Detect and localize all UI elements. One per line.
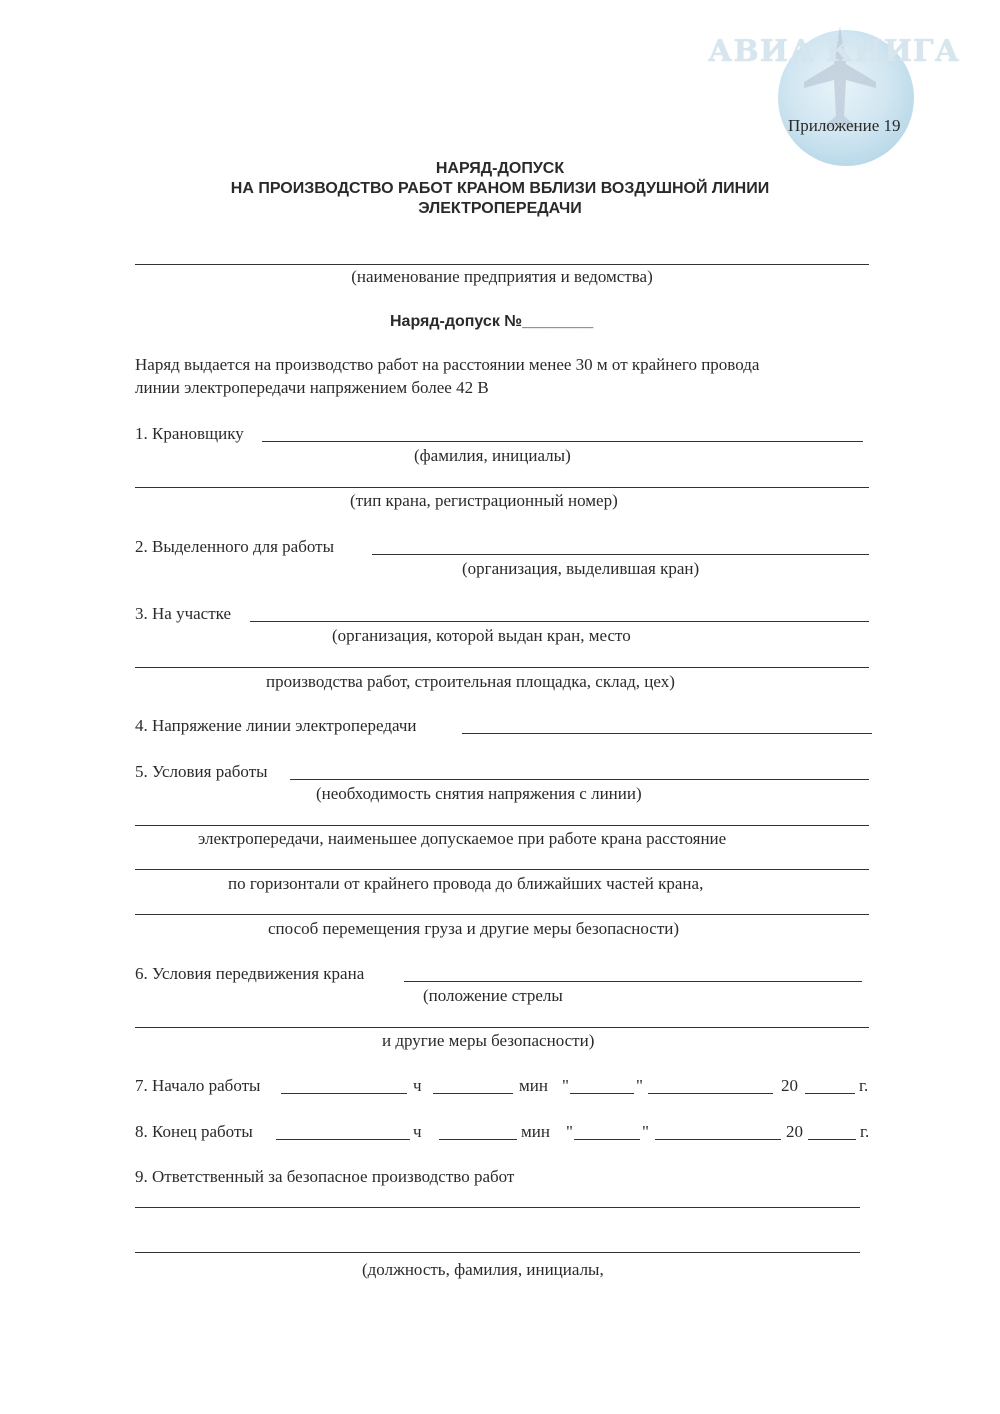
start-year-field[interactable]	[805, 1093, 855, 1094]
line-voltage-field[interactable]	[462, 733, 872, 734]
item-8-open-quote: "	[566, 1122, 573, 1141]
item-6-label: 6. Условия передвижения крана	[135, 964, 365, 983]
item-8-hour-unit: ч	[413, 1122, 422, 1141]
watermark-logo: АВИА КНИГА	[707, 34, 961, 69]
item-7-label: 7. Начало работы	[135, 1076, 261, 1095]
work-conditions-field-4[interactable]	[135, 914, 869, 915]
enterprise-caption: (наименование предприятия и ведомства)	[351, 267, 653, 286]
item-3-label: 3. На участке	[135, 604, 232, 623]
allocated-org-field[interactable]	[372, 554, 869, 555]
work-conditions-field[interactable]	[290, 779, 869, 780]
start-month-field[interactable]	[648, 1093, 773, 1094]
end-minute-field[interactable]	[439, 1139, 517, 1140]
work-conditions-field-2[interactable]	[135, 825, 869, 826]
work-conditions-field-3[interactable]	[135, 869, 869, 870]
start-hour-field[interactable]	[281, 1093, 407, 1094]
permit-number: Наряд-допуск №________	[390, 313, 594, 330]
crane-operator-field[interactable]	[262, 441, 863, 442]
site-field[interactable]	[250, 621, 869, 622]
end-day-field[interactable]	[574, 1139, 640, 1140]
item-3-caption-1: (организация, которой выдан кран, место	[332, 626, 631, 645]
item-7-close-quote: "	[636, 1076, 643, 1095]
end-year-field[interactable]	[808, 1139, 856, 1140]
intro-line-2: линии электропередачи напряжением более 42 В	[135, 378, 489, 397]
end-hour-field[interactable]	[276, 1139, 410, 1140]
item-7-open-quote: "	[562, 1076, 569, 1095]
item-8-label: 8. Конец работы	[135, 1122, 253, 1141]
item-2-label: 2. Выделенного для работы	[135, 537, 335, 556]
item-7-year-suffix: г.	[859, 1076, 869, 1095]
item-3-caption-2: производства работ, строительная площадка, склад, цех)	[266, 672, 675, 691]
item-2-caption: (организация, выделившая кран)	[462, 559, 700, 578]
item-9-label: 9. Ответственный за безопасное производство работ	[135, 1167, 515, 1186]
item-4-label: 4. Напряжение линии электропередачи	[135, 716, 417, 735]
item-9-caption: (должность, фамилия, инициалы,	[362, 1260, 604, 1279]
title-line-1: НАРЯД-ДОПУСК	[435, 160, 565, 177]
item-7-year-prefix: 20	[781, 1076, 798, 1095]
item-1-caption-2: (тип крана, регистрационный номер)	[350, 491, 618, 510]
item-8-year-prefix: 20	[786, 1122, 803, 1141]
item-1-label: 1. Крановщику	[135, 424, 244, 443]
start-day-field[interactable]	[570, 1093, 634, 1094]
start-minute-field[interactable]	[433, 1093, 513, 1094]
title-line-3: ЭЛЕКТРОПЕРЕДАЧИ	[418, 200, 582, 217]
item-8-year-suffix: г.	[860, 1122, 870, 1141]
crane-type-field[interactable]	[135, 487, 869, 488]
item-5-caption-2: электропередачи, наименьшее допускаемое при работе крана расстояние	[198, 829, 727, 848]
site-field-2[interactable]	[135, 667, 869, 668]
item-7-minute-unit: мин	[519, 1076, 548, 1095]
intro-line-1: Наряд выдается на производство работ на расстоянии менее 30 м от крайнего провода	[135, 355, 760, 374]
crane-movement-field[interactable]	[404, 981, 862, 982]
item-6-caption-2: и другие меры безопасности)	[382, 1031, 595, 1050]
item-8-minute-unit: мин	[521, 1122, 550, 1141]
item-7-hour-unit: ч	[413, 1076, 422, 1095]
item-5-caption-4: способ перемещения груза и другие меры безопасности)	[268, 919, 680, 938]
end-month-field[interactable]	[655, 1139, 781, 1140]
item-5-label: 5. Условия работы	[135, 762, 268, 781]
item-1-caption-1: (фамилия, инициалы)	[414, 446, 571, 465]
item-5-caption-3: по горизонтали от крайнего провода до ближайших частей крана,	[228, 874, 704, 893]
responsible-field[interactable]	[135, 1207, 860, 1208]
appendix-label: Приложение 19	[788, 116, 901, 135]
crane-movement-field-2[interactable]	[135, 1027, 869, 1028]
enterprise-field[interactable]	[135, 264, 869, 265]
responsible-field-2[interactable]	[135, 1252, 860, 1253]
item-6-caption-1: (положение стрелы	[423, 986, 563, 1005]
item-8-close-quote: "	[642, 1122, 649, 1141]
item-5-caption-1: (необходимость снятия напряжения с линии)	[316, 784, 642, 803]
title-line-2: НА ПРОИЗВОДСТВО РАБОТ КРАНОМ ВБЛИЗИ ВОЗДУШНОЙ ЛИНИИ	[230, 180, 770, 197]
